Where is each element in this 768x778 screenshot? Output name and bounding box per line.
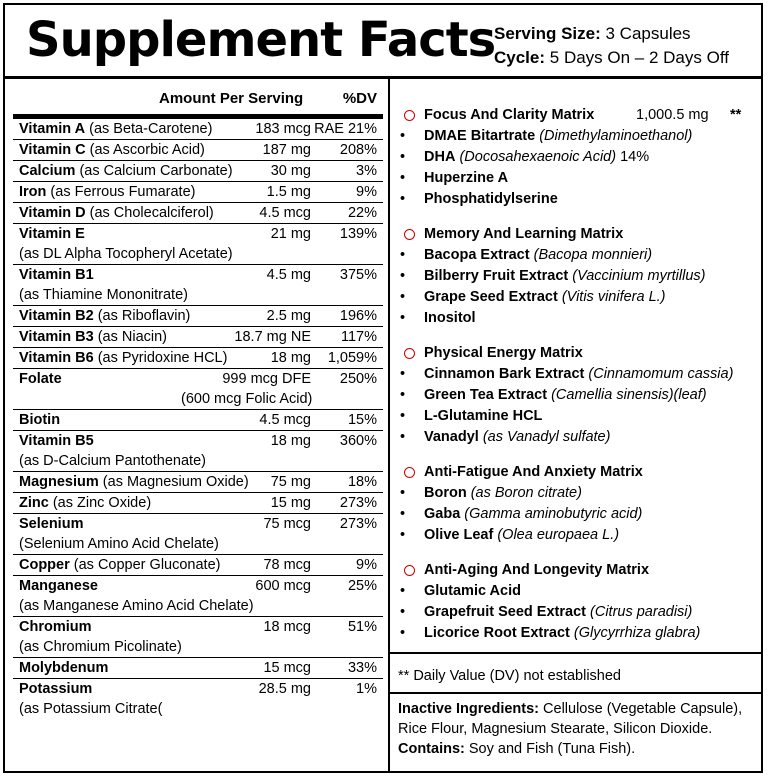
- nutrient-dv: 18%: [347, 474, 377, 490]
- nutrient-name: Vitamin B2 (as Riboflavin): [19, 308, 191, 324]
- table-row: [13, 576, 383, 617]
- nutrient-name: Vitamin B6 (as Pyridoxine HCL): [19, 350, 228, 366]
- nutrient-dv: 196%: [339, 308, 377, 324]
- matrix-list: [398, 104, 758, 644]
- ingredient-text: Glutamic Acid: [424, 583, 521, 599]
- nutrient-amount: 75 mg: [270, 474, 311, 490]
- bullet-icon: •: [400, 289, 406, 305]
- matrix-gap: [398, 546, 758, 559]
- nutrient-name: Vitamin B1: [19, 267, 94, 283]
- nutrient-source: (Selenium Amino Acid Chelate): [19, 536, 219, 552]
- nutrient-dv: 51%: [347, 619, 377, 635]
- ingredient-text: Bilberry Fruit Extract (Vaccinium myrtillus): [424, 268, 706, 284]
- column-divider: [388, 79, 390, 773]
- matrix-title: Focus And Clarity Matrix: [424, 107, 595, 123]
- list-item: [398, 581, 758, 602]
- bullet-icon: •: [400, 429, 406, 445]
- list-item: [398, 406, 758, 427]
- nutrient-amount: 18 mg: [270, 433, 311, 449]
- table-row: [13, 161, 383, 182]
- table-row: [13, 514, 383, 555]
- matrix-gap: [398, 210, 758, 223]
- nutrient-dv: RAE 21%: [314, 121, 377, 137]
- nutrient-source: (as Thiamine Mononitrate): [19, 287, 188, 303]
- list-item: [398, 385, 758, 406]
- circle-bullet-icon: [404, 467, 415, 478]
- header-divider: [3, 76, 763, 79]
- nutrient-amount: 600 mcg: [255, 578, 311, 594]
- ingredient-text: Green Tea Extract (Camellia sinensis)(leaf): [424, 387, 707, 403]
- nutrient-name: Chromium: [19, 619, 92, 635]
- table-header: [13, 84, 383, 114]
- bullet-icon: •: [400, 408, 406, 424]
- nutrient-dv: 9%: [356, 557, 377, 573]
- ingredient-text: Inositol: [424, 310, 476, 326]
- nutrient-amount: 18.7 mg NE: [234, 329, 311, 345]
- nutrient-name: Copper (as Copper Gluconate): [19, 557, 221, 573]
- nutrient-name: Vitamin C (as Ascorbic Acid): [19, 142, 205, 158]
- inactive-ingredients: [398, 699, 758, 759]
- matrix-gap: [398, 329, 758, 342]
- nutrient-source: (as Chromium Picolinate): [19, 639, 182, 655]
- ingredient-text: Olive Leaf (Olea europaea L.): [424, 527, 620, 543]
- matrix-heading: [398, 461, 758, 483]
- matrix-gap: [398, 448, 758, 461]
- nutrient-dv: 1%: [356, 681, 377, 697]
- nutrient-amount: 1.5 mg: [266, 184, 311, 200]
- nutrient-amount: 4.5 mg: [266, 267, 311, 283]
- nutrient-dv: 3%: [356, 163, 377, 179]
- ingredient-text: Bacopa Extract (Bacopa monnieri): [424, 247, 653, 263]
- matrix-heading: [398, 559, 758, 581]
- list-item: [398, 126, 758, 147]
- ingredient-text: Boron (as Boron citrate): [424, 485, 582, 501]
- bullet-icon: •: [400, 247, 406, 263]
- ingredient-text: Grape Seed Extract (Vitis vinifera L.): [424, 289, 666, 305]
- nutrient-dv: 273%: [339, 516, 377, 532]
- nutrient-dv: 375%: [339, 267, 377, 283]
- nutrient-name: Selenium: [19, 516, 84, 532]
- nutrient-source: (as D-Calcium Pantothenate): [19, 453, 206, 469]
- ingredient-text: Vanadyl (as Vanadyl sulfate): [424, 429, 611, 445]
- nutrient-dv: 250%: [339, 371, 377, 387]
- table-row: [13, 265, 383, 306]
- nutrient-amount: 15 mcg: [263, 660, 311, 676]
- list-item: [398, 483, 758, 504]
- nutrient-dv: 117%: [340, 329, 377, 345]
- table-row: [13, 493, 383, 514]
- table-row: [13, 119, 383, 140]
- bullet-icon: •: [400, 387, 406, 403]
- list-item: [398, 364, 758, 385]
- nutrient-amount: 78 mcg: [263, 557, 311, 573]
- bullet-icon: •: [400, 366, 406, 382]
- cycle-value: 5 Days On – 2 Days Off: [549, 48, 729, 67]
- bullet-icon: •: [400, 191, 406, 207]
- ingredient-text: Phosphatidylserine: [424, 191, 558, 207]
- footnote-divider: [390, 652, 763, 654]
- serving-info: [494, 22, 729, 70]
- table-row: [13, 182, 383, 203]
- contains-text: Soy and Fish (Tuna Fish).: [464, 741, 636, 757]
- bullet-icon: •: [400, 149, 406, 165]
- ingredient-text: Cinnamon Bark Extract (Cinnamomum cassia): [424, 366, 734, 382]
- nutrient-table: [13, 84, 383, 719]
- nutrient-dv: 1,059%: [327, 350, 377, 366]
- table-row: [13, 224, 383, 265]
- nutrient-amount: 15 mg: [270, 495, 311, 511]
- nutrient-amount: 28.5 mg: [258, 681, 311, 697]
- nutrient-name: Folate: [19, 371, 62, 387]
- nutrient-name: Calcium (as Calcium Carbonate): [19, 163, 233, 179]
- bullet-icon: •: [400, 625, 406, 641]
- serving-size-label: Serving Size:: [494, 24, 601, 43]
- table-row: [13, 617, 383, 658]
- nutrient-amount: 21 mg: [270, 226, 311, 242]
- ingredient-text: Licorice Root Extract (Glycyrrhiza glabra): [424, 625, 701, 641]
- nutrient-source: (as Potassium Citrate(: [19, 701, 163, 717]
- matrix-title: Physical Energy Matrix: [424, 345, 583, 361]
- matrix-heading: [398, 223, 758, 245]
- nutrient-amount: 4.5 mcg: [259, 205, 311, 221]
- table-row: [13, 431, 383, 472]
- nutrient-amount: 2.5 mg: [266, 308, 311, 324]
- matrix-title: Anti-Fatigue And Anxiety Matrix: [424, 464, 643, 480]
- nutrient-name: Vitamin A (as Beta-Carotene): [19, 121, 213, 137]
- nutrient-dv: 208%: [339, 142, 377, 158]
- table-row: [13, 348, 383, 369]
- nutrient-dv: 9%: [356, 184, 377, 200]
- nutrient-name: Vitamin D (as Cholecalciferol): [19, 205, 214, 221]
- nutrient-dv: 22%: [347, 205, 377, 221]
- nutrient-name: Zinc (as Zinc Oxide): [19, 495, 152, 511]
- list-item: [398, 602, 758, 623]
- nutrient-amount: 30 mg: [270, 163, 311, 179]
- list-item: [398, 308, 758, 329]
- bullet-icon: •: [400, 485, 406, 501]
- ingredient-text: Grapefruit Seed Extract (Citrus paradisi): [424, 604, 693, 620]
- table-row: [13, 658, 383, 679]
- table-row: [13, 369, 383, 410]
- bullet-icon: •: [400, 506, 406, 522]
- nutrient-dv: 273%: [339, 495, 377, 511]
- nutrient-name: Iron (as Ferrous Fumarate): [19, 184, 196, 200]
- inactive-text: Cellulose (Vegetable Capsule), Rice Flour, Magnesium Stearate, Silicon Dioxide.: [398, 701, 743, 737]
- nutrient-name: Magnesium (as Magnesium Oxide): [19, 474, 249, 490]
- circle-bullet-icon: [404, 565, 415, 576]
- table-row: [13, 555, 383, 576]
- inactive-divider: [390, 692, 763, 694]
- matrix-title: Anti-Aging And Longevity Matrix: [424, 562, 650, 578]
- nutrient-rows: [13, 119, 383, 719]
- matrix-title: Memory And Learning Matrix: [424, 226, 624, 242]
- nutrient-amount: 18 mg: [270, 350, 311, 366]
- nutrient-amount: 187 mg: [262, 142, 311, 158]
- contains-label: Contains:: [398, 741, 465, 757]
- list-item: [398, 189, 758, 210]
- footnote: ** Daily Value (DV) not established: [398, 668, 621, 684]
- bullet-icon: •: [400, 268, 406, 284]
- bullet-icon: •: [400, 310, 406, 326]
- circle-bullet-icon: [404, 229, 415, 240]
- bullet-icon: •: [400, 128, 406, 144]
- matrix-dv-symbol: **: [730, 107, 742, 123]
- list-item: [398, 287, 758, 308]
- bullet-icon: •: [400, 170, 406, 186]
- table-row: [13, 410, 383, 431]
- list-item: [398, 427, 758, 448]
- list-item: [398, 504, 758, 525]
- ingredient-text: DMAE Bitartrate (Dimethylaminoethanol): [424, 128, 693, 144]
- ingredient-text: L-Glutamine HCL: [424, 408, 543, 424]
- dv-header: %DV: [342, 90, 377, 107]
- nutrient-name: Vitamin B3 (as Niacin): [19, 329, 168, 345]
- inactive-label: Inactive Ingredients:: [398, 701, 540, 717]
- page-title: Supplement Facts: [26, 12, 496, 68]
- list-item: [398, 147, 758, 168]
- nutrient-dv: 15%: [347, 412, 377, 428]
- table-row: [13, 306, 383, 327]
- nutrient-amount: 4.5 mcg: [259, 412, 311, 428]
- table-row: [13, 327, 383, 348]
- nutrient-name: Potassium: [19, 681, 93, 697]
- nutrient-name: Biotin: [19, 412, 61, 428]
- bullet-icon: •: [400, 583, 406, 599]
- nutrient-amount: 18 mcg: [263, 619, 311, 635]
- table-row: [13, 472, 383, 493]
- nutrient-name: Vitamin B5: [19, 433, 94, 449]
- nutrient-amount-sub: (600 mcg Folic Acid): [181, 391, 313, 407]
- nutrient-dv: 139%: [339, 226, 377, 242]
- nutrient-name: Molybdenum: [19, 660, 109, 676]
- bullet-icon: •: [400, 527, 406, 543]
- nutrient-source: (as DL Alpha Tocopheryl Acetate): [19, 246, 233, 262]
- table-row: [13, 140, 383, 161]
- matrix-heading: [398, 342, 758, 364]
- nutrient-dv: 360%: [339, 433, 377, 449]
- list-item: [398, 245, 758, 266]
- amount-per-serving-header: Amount Per Serving: [159, 90, 304, 107]
- nutrient-dv: 33%: [347, 660, 377, 676]
- list-item: [398, 266, 758, 287]
- serving-size-value: 3 Capsules: [605, 24, 691, 43]
- circle-bullet-icon: [404, 348, 415, 359]
- nutrient-amount: 75 mcg: [263, 516, 311, 532]
- circle-bullet-icon: [404, 110, 415, 121]
- ingredient-text: Huperzine A: [424, 170, 509, 186]
- nutrient-dv: 25%: [347, 578, 377, 594]
- ingredient-text: Gaba (Gamma aminobutyric acid): [424, 506, 643, 522]
- nutrient-source: (as Manganese Amino Acid Chelate): [19, 598, 254, 614]
- nutrient-amount: 999 mcg DFE: [222, 371, 311, 387]
- nutrient-name: Manganese: [19, 578, 98, 594]
- bullet-icon: •: [400, 604, 406, 620]
- nutrient-amount: 183 mcg: [255, 121, 311, 137]
- matrix-amount: 1,000.5 mg: [636, 107, 709, 123]
- table-row: [13, 679, 383, 719]
- nutrient-name: Vitamin E: [19, 226, 85, 242]
- cycle-label: Cycle:: [494, 48, 546, 67]
- list-item: [398, 525, 758, 546]
- matrix-heading: [398, 104, 758, 126]
- table-row: [13, 203, 383, 224]
- list-item: [398, 168, 758, 189]
- ingredient-text: DHA (Docosahexaenoic Acid) 14%: [424, 149, 650, 165]
- list-item: [398, 623, 758, 644]
